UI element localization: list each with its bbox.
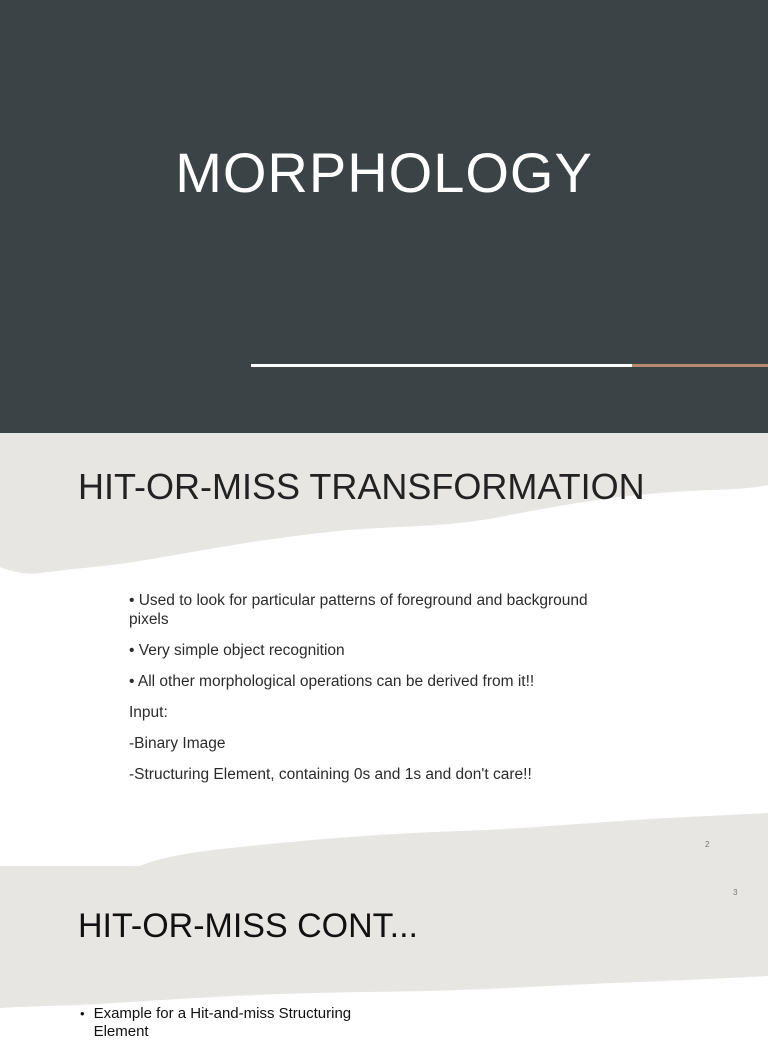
bullet-text: Example for a Hit-and-miss Structuring Element — [93, 1005, 352, 1040]
bullet-item — [80, 1005, 394, 1041]
bullet-item: • Very simple object recognition — [129, 642, 345, 659]
bullet-item: • All other morphological operations can be derived from it!! — [129, 673, 535, 690]
slide2-page-number: 2 — [705, 840, 710, 849]
bullet-list — [129, 591, 619, 796]
slide-hit-or-miss — [0, 433, 768, 866]
bullet-item: Input: — [129, 704, 168, 721]
bullet-marker: • — [80, 1006, 85, 1021]
slide2-title: HIT-OR-MISS TRANSFORMATION — [78, 466, 645, 507]
slide-hit-or-miss-cont — [0, 866, 768, 1040]
bullet-item: -Structuring Element, containing 0s and 1s and don't care!! — [129, 766, 532, 783]
title-underline-accent — [632, 364, 768, 367]
slide1-title: MORPHOLOGY — [175, 141, 593, 204]
slide-title-morphology — [0, 0, 768, 433]
slide3-title: HIT-OR-MISS CONT... — [78, 907, 418, 945]
slide3-page-number: 3 — [733, 888, 738, 897]
bullet-item: • Used to look for particular patterns of foreground and background pixels — [129, 592, 588, 628]
bullet-item: -Binary Image — [129, 735, 226, 752]
title-underline-white — [251, 364, 632, 367]
